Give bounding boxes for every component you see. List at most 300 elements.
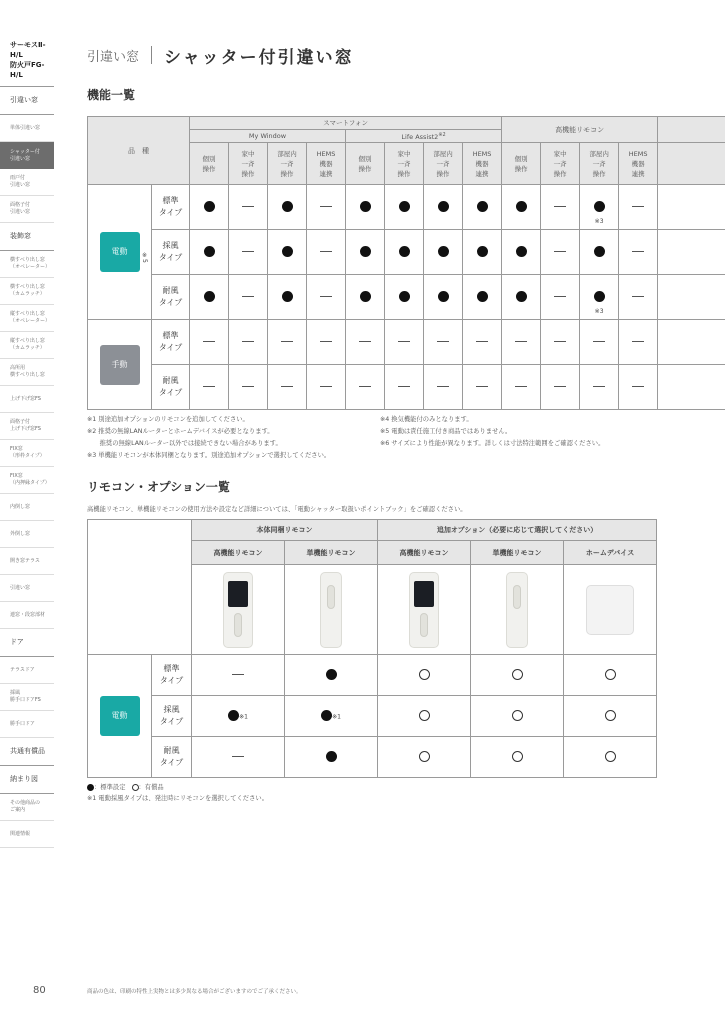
open-circle-icon <box>419 751 430 762</box>
cell-note: ※3 <box>594 218 604 226</box>
single-function-remote-icon <box>320 572 342 648</box>
sidebar-item-label: 関連情報 <box>10 830 31 837</box>
hinshu-header: 品 種 <box>88 117 190 185</box>
sidebar-item-label: 採風 勝手口ドアFS <box>10 690 41 703</box>
col-header-4: 個別 操作 <box>346 143 385 185</box>
type-cell: 耐風 タイプ <box>152 275 190 320</box>
dash-mark <box>242 296 254 297</box>
value-cell <box>463 275 502 320</box>
note-line: ※5 電動は責任施工付き商品ではありません。 <box>380 428 512 435</box>
value-cell <box>424 320 463 365</box>
value-cell <box>307 230 346 275</box>
col-header-9: 家中 一斉 操作 <box>541 143 580 185</box>
value-cell <box>502 320 541 365</box>
value-cell <box>564 737 657 778</box>
sidebar-item-label: 横すべり出し窓 （オペレーター） <box>10 257 51 270</box>
sidebar-item-13[interactable] <box>0 440 54 467</box>
value-cell <box>463 365 502 410</box>
value-cell <box>307 365 346 410</box>
dash-mark <box>398 341 410 342</box>
filled-dot-icon <box>477 246 488 257</box>
group-cell <box>88 185 152 320</box>
remote-keys <box>234 613 242 637</box>
value-cell <box>229 185 268 230</box>
filled-dot-icon <box>594 246 605 257</box>
type-cell: 耐風 タイプ <box>152 737 192 778</box>
filled-dot-icon <box>594 291 605 302</box>
sidebar-item-label: 高所用 横すべり出し窓 <box>10 365 45 378</box>
section2-intro: 高機能リモコン、単機能リモコンの使用方法や設定など詳細については、「電動シャッター取扱いポイントブック」をご確認ください。 <box>87 506 467 513</box>
cell-note: ※3 <box>594 308 604 316</box>
dash-mark <box>320 296 332 297</box>
value-cell <box>192 655 285 696</box>
value-cell <box>385 320 424 365</box>
value-cell <box>619 320 658 365</box>
value-cell <box>229 320 268 365</box>
remote-col-header-1: 単機能リモコン <box>285 541 378 565</box>
brand-line: 防火戸FG-H/L <box>10 61 45 79</box>
sidebar-item-label: 共通有償品 <box>10 747 45 755</box>
dash-mark <box>320 206 332 207</box>
sidebar-item-1[interactable] <box>0 115 54 142</box>
sidebar-item-label: 横すべり出し窓 （カムラッチ） <box>10 284 45 297</box>
footer-note: 商品の色は、印刷の特性上実物とは多少異なる場合がございますのでご了承ください。 <box>87 989 302 995</box>
blank-cell <box>658 365 725 410</box>
dash-mark <box>554 206 566 207</box>
value-cell <box>268 185 307 230</box>
device-image-cell <box>471 565 564 655</box>
filled-dot-icon <box>516 246 527 257</box>
blank-header <box>658 117 725 143</box>
value-cell <box>190 230 229 275</box>
filled-dot-icon <box>204 291 215 302</box>
filled-dot-icon <box>326 751 337 762</box>
filled-dot-icon <box>399 201 410 212</box>
sidebar-item-label: ドア <box>10 638 24 646</box>
dash-mark <box>515 341 527 342</box>
filled-dot-icon <box>594 201 605 212</box>
sidebar-item-label: その他商品の ご案内 <box>10 800 41 813</box>
blank-cell <box>658 185 725 230</box>
dash-mark <box>554 251 566 252</box>
value-cell <box>346 320 385 365</box>
filled-dot-icon <box>282 201 293 212</box>
sidebar-item-10[interactable] <box>0 359 54 386</box>
remote-col-header-2: 高機能リモコン <box>378 541 471 565</box>
device-image-cell <box>564 565 657 655</box>
remote-keys <box>513 585 521 609</box>
remote-col-header-4: ホームデバイス <box>564 541 657 565</box>
value-cell <box>502 275 541 320</box>
filled-dot-icon <box>360 246 371 257</box>
value-cell <box>424 275 463 320</box>
value-cell <box>541 365 580 410</box>
value-cell <box>192 696 285 737</box>
sidebar-item-label: シャッター付 引違い窓 <box>10 148 40 162</box>
value-cell <box>385 185 424 230</box>
value-cell <box>385 230 424 275</box>
sidebar-item-label: 装飾窓 <box>10 232 31 240</box>
value-cell <box>541 275 580 320</box>
note-line: ※3 単機能リモコンが本体同梱となります。別途追加オプションで選択してください。 <box>87 452 331 459</box>
smartphone-header: スマートフォン <box>190 117 502 130</box>
dash-mark <box>554 386 566 387</box>
group-badge-電動: 電動 <box>100 232 140 272</box>
col-header-11: HEMS 機器 連携 <box>619 143 658 185</box>
value-cell <box>346 365 385 410</box>
value-cell <box>307 185 346 230</box>
options-header: 追加オプション（必要に応じて選択してください） <box>378 520 657 541</box>
value-cell <box>502 185 541 230</box>
sidebar-item-14[interactable] <box>0 467 54 494</box>
col-header-2: 部屋内 一斉 操作 <box>268 143 307 185</box>
notes-right <box>380 414 604 450</box>
high-function-remote-icon <box>223 572 253 648</box>
my-window-header: My Window <box>190 130 346 143</box>
filled-dot-icon <box>282 291 293 302</box>
sidebar-item-label: 引違い窓 <box>10 584 31 591</box>
dash-mark <box>242 386 254 387</box>
sidebar-item-23[interactable] <box>0 711 54 738</box>
sidebar-brand <box>0 40 54 87</box>
section-title-remote-options: リモコン・オプション一覧 <box>87 480 230 494</box>
group-badge-手動: 手動 <box>100 345 140 385</box>
notes-left <box>87 414 330 462</box>
dash-mark <box>281 386 293 387</box>
group-badge-電動: 電動 <box>100 696 140 736</box>
value-cell <box>190 365 229 410</box>
header-category: 引違い窓 <box>87 49 140 65</box>
dash-mark <box>320 386 332 387</box>
group-note: ※5 <box>141 252 148 263</box>
value-cell <box>580 320 619 365</box>
col-header-6: 部屋内 一斉 操作 <box>424 143 463 185</box>
value-cell <box>346 230 385 275</box>
sidebar-item-6[interactable] <box>0 251 54 278</box>
table-row <box>88 737 657 778</box>
open-circle-icon <box>605 751 616 762</box>
value-cell <box>619 275 658 320</box>
dash-mark <box>203 341 215 342</box>
dash-mark <box>359 341 371 342</box>
device-image-cell <box>285 565 378 655</box>
value-cell <box>378 737 471 778</box>
sidebar-item-label: 縦すべり出し窓 （オペレーター） <box>10 311 51 324</box>
filled-dot-icon <box>516 201 527 212</box>
sidebar-item-label: 面格子付 引違い窓 <box>10 202 31 215</box>
table-row <box>88 320 725 365</box>
cell-note: ※1 <box>239 713 248 721</box>
type-cell: 採風 タイプ <box>152 230 190 275</box>
header-separator <box>151 46 152 64</box>
note-line: ※2 推奨の無線LANルーターとホームデバイスが必要となります。 <box>87 428 274 435</box>
dash-mark <box>632 341 644 342</box>
remote-option-table <box>87 519 657 778</box>
value-cell <box>463 320 502 365</box>
sidebar-item-label: 勝手口ドア <box>10 720 35 727</box>
value-cell <box>619 230 658 275</box>
value-cell <box>268 365 307 410</box>
dash-mark <box>593 386 605 387</box>
filled-dot-icon <box>204 201 215 212</box>
sidebar-item-9[interactable] <box>0 332 54 359</box>
sidebar-item-4[interactable] <box>0 196 54 223</box>
value-cell <box>190 185 229 230</box>
value-cell <box>471 655 564 696</box>
blank-cell <box>658 320 725 365</box>
cell-note: ※1 <box>332 713 341 721</box>
sidebar <box>0 40 54 848</box>
remote-col-header-0: 高機能リモコン <box>192 541 285 565</box>
dash-mark <box>476 386 488 387</box>
sidebar-item-22[interactable] <box>0 684 54 711</box>
value-cell <box>190 320 229 365</box>
sidebar-item-label: 雨戸付 引違い窓 <box>10 175 31 188</box>
sidebar-item-17[interactable] <box>0 548 54 575</box>
legend-note: ※1 電動採風タイプは、発注時にリモコンを選択してください。 <box>87 795 268 802</box>
table-row <box>88 696 657 737</box>
value-cell <box>564 696 657 737</box>
sidebar-item-label: FIX窓 （内押縁タイプ） <box>10 473 50 486</box>
col-header-0: 個別 操作 <box>190 143 229 185</box>
filled-dot-icon <box>477 201 488 212</box>
col-header-5: 家中 一斉 操作 <box>385 143 424 185</box>
legend <box>87 782 268 804</box>
value-cell <box>471 696 564 737</box>
filled-dot-icon <box>282 246 293 257</box>
sidebar-item-label: 納まり図 <box>10 775 38 783</box>
remote-screen <box>228 581 248 607</box>
dash-mark <box>632 251 644 252</box>
sidebar-item-26[interactable] <box>0 794 54 821</box>
value-cell <box>346 185 385 230</box>
type-cell: 標準 タイプ <box>152 655 192 696</box>
life-assist-header: Life Assist2$^{※2}$ <box>346 130 502 143</box>
sidebar-item-27[interactable] <box>0 821 54 848</box>
value-cell <box>385 365 424 410</box>
sidebar-item-5[interactable] <box>0 223 54 251</box>
filled-dot-icon <box>326 669 337 680</box>
value-cell <box>229 275 268 320</box>
legend-line <box>87 782 268 793</box>
sidebar-item-11[interactable] <box>0 386 54 413</box>
sidebar-item-2[interactable] <box>0 142 54 169</box>
value-cell <box>564 655 657 696</box>
sidebar-item-21[interactable] <box>0 657 54 684</box>
brand-line: サーモスⅡ-H/L <box>10 41 46 59</box>
sidebar-item-18[interactable] <box>0 575 54 602</box>
sidebar-item-label: 引違い窓 <box>10 96 38 104</box>
blank-corner <box>88 520 192 655</box>
dash-mark <box>632 206 644 207</box>
note-line: 推奨の無線LANルーター以外では接続できない場合があります。 <box>87 440 282 447</box>
dash-mark <box>359 386 371 387</box>
col-header-3: HEMS 機器 連携 <box>307 143 346 185</box>
value-cell <box>580 185 619 230</box>
page-header <box>87 43 354 67</box>
type-cell: 標準 タイプ <box>152 185 190 230</box>
sidebar-item-12[interactable] <box>0 413 54 440</box>
open-circle-icon <box>512 710 523 721</box>
high-function-remote-icon <box>409 572 439 648</box>
dash-mark <box>242 251 254 252</box>
filled-dot-icon <box>228 710 239 721</box>
dash-mark <box>320 341 332 342</box>
value-cell <box>424 230 463 275</box>
value-cell <box>285 655 378 696</box>
table-row <box>88 230 725 275</box>
page-title: シャッター付引違い窓 <box>164 47 354 68</box>
sidebar-item-label: 外倒し窓 <box>10 530 31 537</box>
value-cell <box>502 230 541 275</box>
sidebar-item-3[interactable] <box>0 169 54 196</box>
device-image-cell <box>192 565 285 655</box>
value-cell <box>385 275 424 320</box>
value-cell <box>378 655 471 696</box>
table-row <box>88 655 657 696</box>
col-header-7: HEMS 機器 連携 <box>463 143 502 185</box>
dash-mark <box>515 386 527 387</box>
value-cell <box>268 275 307 320</box>
filled-dot-icon <box>516 291 527 302</box>
dash-mark <box>554 341 566 342</box>
value-cell <box>471 737 564 778</box>
group-cell <box>88 655 152 778</box>
blank-cell <box>658 230 725 275</box>
filled-dot-icon <box>360 291 371 302</box>
page-number: 80 <box>33 985 46 996</box>
sidebar-item-15[interactable] <box>0 494 54 521</box>
value-cell <box>285 737 378 778</box>
sidebar-item-label: 開き窓テラス <box>10 557 40 564</box>
filled-dot-icon <box>438 291 449 302</box>
sidebar-item-label: 上げ下げ窓FS <box>10 395 41 402</box>
dash-mark <box>232 756 244 757</box>
note-line: ※1 別途追加オプションのリモコンを追加してください。 <box>87 416 249 423</box>
type-cell: 耐風 タイプ <box>152 365 190 410</box>
value-cell <box>580 275 619 320</box>
value-cell <box>619 185 658 230</box>
dash-mark <box>632 296 644 297</box>
group-cell <box>88 320 152 410</box>
legend-paid: ：有償品 <box>138 784 164 791</box>
value-cell <box>502 365 541 410</box>
dash-mark <box>242 206 254 207</box>
section-title-functions: 機能一覧 <box>87 88 136 102</box>
value-cell <box>268 230 307 275</box>
remote-keys <box>327 585 335 609</box>
legend-standard: ：標準設定 <box>94 784 126 791</box>
sidebar-item-19[interactable] <box>0 602 54 629</box>
filled-dot-icon <box>477 291 488 302</box>
value-cell <box>580 230 619 275</box>
sidebar-item-label: 内倒し窓 <box>10 503 31 510</box>
col-header-8: 個別 操作 <box>502 143 541 185</box>
filled-dot-icon <box>399 291 410 302</box>
type-cell: 標準 タイプ <box>152 320 190 365</box>
dash-mark <box>281 341 293 342</box>
remote-keys <box>420 613 428 637</box>
sidebar-item-label: 単体引違い窓 <box>10 124 41 131</box>
open-circle-icon <box>605 669 616 680</box>
open-circle-icon <box>512 751 523 762</box>
dash-mark <box>476 341 488 342</box>
sidebar-item-20[interactable] <box>0 629 54 657</box>
single-function-remote-icon <box>506 572 528 648</box>
remote-col-header-3: 単機能リモコン <box>471 541 564 565</box>
blank-col-header <box>658 143 725 185</box>
dash-mark <box>593 341 605 342</box>
sidebar-item-8[interactable] <box>0 305 54 332</box>
filled-dot-icon <box>321 710 332 721</box>
sidebar-item-7[interactable] <box>0 278 54 305</box>
note-line: ※4 換気機能付のみとなります。 <box>380 416 473 423</box>
filled-dot-icon <box>438 246 449 257</box>
dash-mark <box>242 341 254 342</box>
table-row <box>88 185 725 230</box>
value-cell <box>424 185 463 230</box>
col-header-10: 部屋内 一斉 操作 <box>580 143 619 185</box>
value-cell <box>541 320 580 365</box>
sidebar-item-16[interactable] <box>0 521 54 548</box>
home-device-icon <box>586 585 634 635</box>
open-circle-icon <box>605 710 616 721</box>
open-circle-icon <box>419 710 430 721</box>
sidebar-item-24[interactable] <box>0 738 54 766</box>
value-cell <box>229 365 268 410</box>
dash-mark <box>320 251 332 252</box>
value-cell <box>463 230 502 275</box>
device-image-cell <box>378 565 471 655</box>
value-cell <box>285 696 378 737</box>
value-cell <box>229 230 268 275</box>
dash-mark <box>398 386 410 387</box>
sidebar-item-label: FIX窓 （形枠タイプ） <box>10 446 45 459</box>
value-cell <box>346 275 385 320</box>
open-circle-icon <box>419 669 430 680</box>
value-cell <box>190 275 229 320</box>
sidebar-item-label: 縦すべり出し窓 （カムラッチ） <box>10 338 45 351</box>
col-header-1: 家中 一斉 操作 <box>229 143 268 185</box>
table-row <box>88 275 725 320</box>
dash-mark <box>437 386 449 387</box>
value-cell <box>378 696 471 737</box>
dash-mark <box>232 674 244 675</box>
sidebar-item-label: 面格子付 上げ下げ窓FS <box>10 419 41 432</box>
note-line: ※6 サイズにより性能が異なります。詳しくは寸法特注範囲をご確認ください。 <box>380 440 605 447</box>
value-cell <box>424 365 463 410</box>
value-cell <box>268 320 307 365</box>
value-cell <box>580 365 619 410</box>
remote-screen <box>414 581 434 607</box>
filled-dot-icon <box>204 246 215 257</box>
value-cell <box>541 185 580 230</box>
value-cell <box>541 230 580 275</box>
filled-dot-icon <box>399 246 410 257</box>
sidebar-item-0[interactable] <box>0 87 54 115</box>
sidebar-item-label: テラスドア <box>10 666 35 673</box>
value-cell <box>307 320 346 365</box>
table-row <box>88 365 725 410</box>
open-circle-icon <box>132 784 139 791</box>
open-circle-icon <box>512 669 523 680</box>
sidebar-item-25[interactable] <box>0 766 54 794</box>
remote-high-header: 高機能リモコン <box>502 117 658 143</box>
bundled-header: 本体同梱リモコン <box>192 520 378 541</box>
value-cell <box>192 737 285 778</box>
filled-dot-icon <box>87 784 94 791</box>
type-cell: 採風 タイプ <box>152 696 192 737</box>
